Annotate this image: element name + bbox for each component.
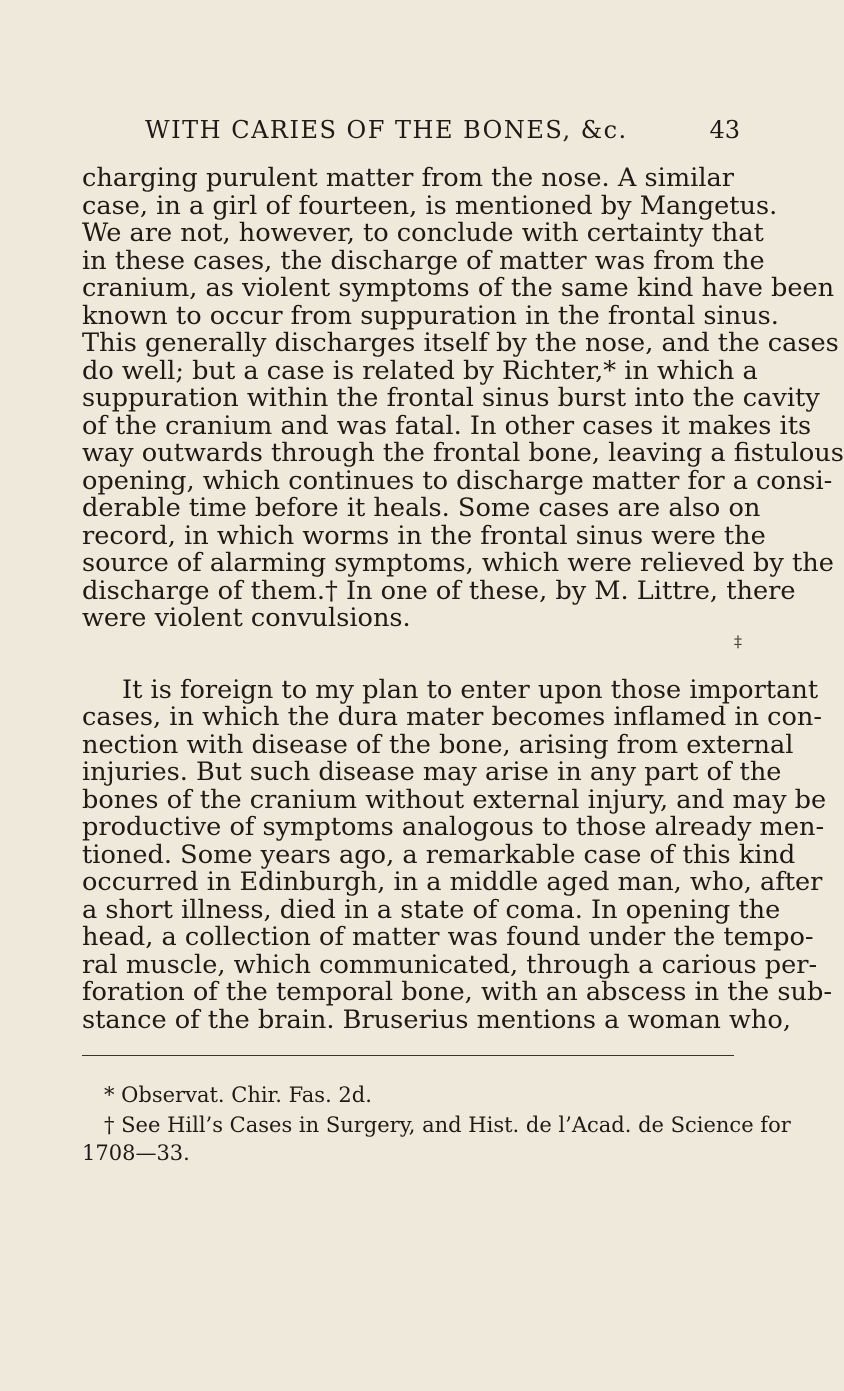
text-line: derable time before it heals. Some cases are also on bbox=[82, 493, 761, 523]
text-line: of the cranium and was fatal. In other cases it makes its bbox=[82, 410, 812, 441]
running-head bbox=[100, 116, 740, 152]
text-line: This generally discharges itself by the nose, and the cases bbox=[82, 328, 839, 358]
text-line: do well; but a case is related by Richter,* in which a bbox=[82, 355, 758, 386]
text-line: productive of symptoms analogous to those already men- bbox=[82, 812, 825, 842]
text-line: ral muscle, which communicated, through a carious per- bbox=[82, 949, 818, 980]
text-line: We are not, however, to conclude with certainty that bbox=[82, 218, 764, 248]
margin-mark: ‡ bbox=[734, 632, 742, 651]
footnote-line: * Observat. Chir. Fas. 2d. bbox=[104, 1082, 372, 1107]
text-line: discharge of them.† In one of these, by M. Littre, there bbox=[82, 575, 796, 606]
footnote-line: 1708—33. bbox=[82, 1140, 190, 1165]
text-line: opening, which continues to discharge matter for a consi- bbox=[82, 465, 833, 496]
text-line: head, a collection of matter was found under the tempo- bbox=[82, 922, 814, 952]
text-line: bones of the cranium without external injury, and may be bbox=[82, 784, 827, 815]
text-line: case, in a girl of fourteen, is mentioned by Mangetus. bbox=[82, 190, 778, 221]
text-line: charging purulent matter from the nose. A similar bbox=[82, 163, 734, 193]
text-line: source of alarming symptoms, which were relieved by the bbox=[82, 548, 834, 578]
text-line: tioned. Some years ago, a remarkable case of this kind bbox=[82, 839, 796, 870]
text-line: way outwards through the frontal bone, leaving a fistulous bbox=[82, 438, 844, 468]
text-line: nection with disease of the bone, arising from external bbox=[82, 729, 794, 760]
text-line: injuries. But such disease may arise in any part of the bbox=[82, 757, 782, 787]
text-line: cases, in which the dura mater becomes inflamed in con- bbox=[82, 702, 823, 732]
text-line: occurred in Edinburgh, in a middle aged man, who, after bbox=[82, 867, 823, 897]
text-line: suppuration within the frontal sinus burst into the cavity bbox=[82, 383, 820, 413]
text-line: in these cases, the discharge of matter was from the bbox=[82, 245, 765, 276]
text-line: a short illness, died in a state of coma. In opening the bbox=[82, 894, 781, 925]
text-line: known to occur from suppuration in the frontal sinus. bbox=[82, 300, 779, 331]
text-line: foration of the temporal bone, with an abscess in the sub- bbox=[82, 977, 832, 1007]
running-title: WITH CARIES OF THE BONES, &c. bbox=[145, 116, 628, 144]
text-line: cranium, as violent symptoms of the same kind have been bbox=[82, 273, 835, 303]
text-line: record, in which worms in the frontal sinus were the bbox=[82, 520, 766, 551]
text-line: It is foreign to my plan to enter upon those important bbox=[122, 674, 819, 705]
footnote-rule bbox=[82, 1055, 734, 1056]
footnote-line: † See Hill’s Cases in Surgery, and Hist. de l’Acad. de Science for bbox=[104, 1112, 791, 1137]
text-line: stance of the brain. Bruserius mentions a woman who, bbox=[82, 1004, 791, 1035]
text-line: were violent convulsions. bbox=[82, 603, 411, 633]
page-number: 43 bbox=[709, 116, 740, 144]
